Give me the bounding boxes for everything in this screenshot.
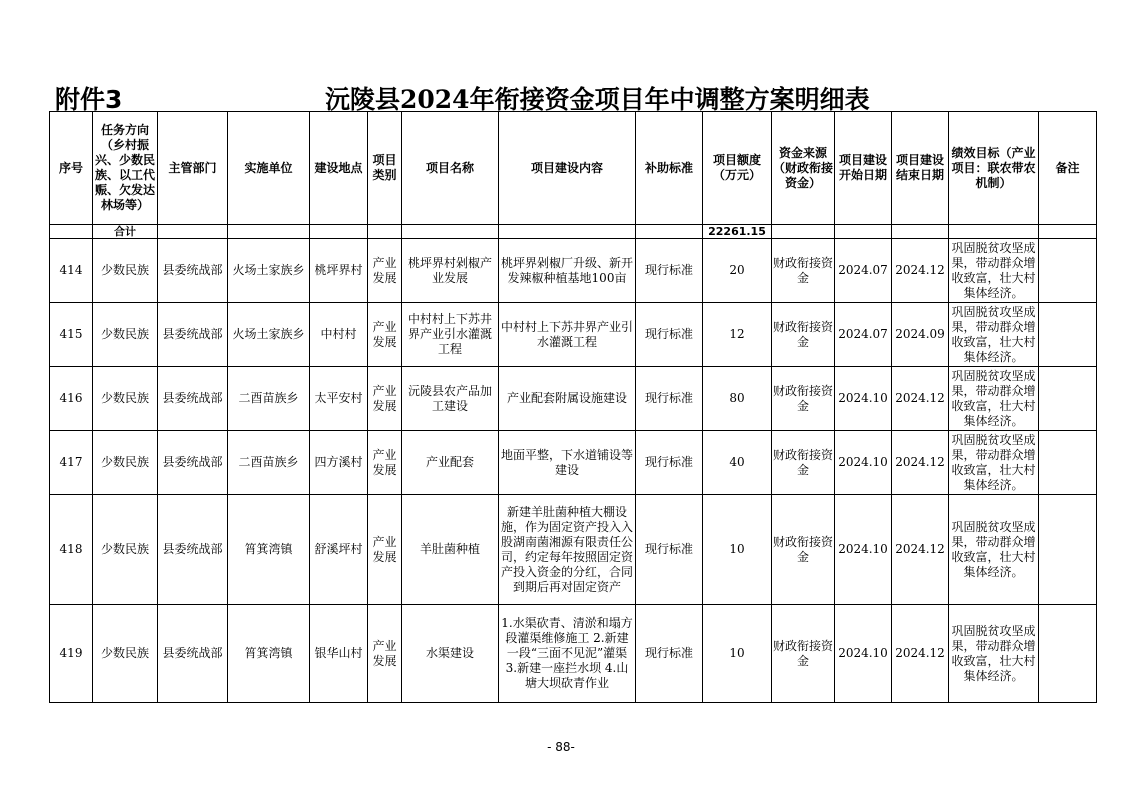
cell-unit: 筲箕湾镇: [228, 605, 310, 703]
cell-dept: 县委统战部: [158, 367, 228, 431]
cell-end: 2024.12: [892, 367, 949, 431]
cell-no: 418: [50, 495, 93, 605]
content-text: 1.水渠砍青、清淤和塌方段灌渠维修施工 2.新建一段“三面不见泥”灌渠 3.新建一座拦水坝 4.山塘大坝砍青作业: [501, 616, 633, 690]
content-text: 中村村上下苏井界产业引水灌溉工程: [500, 319, 633, 349]
total-blank: [1039, 225, 1097, 239]
cell-content: [499, 495, 636, 605]
cell-note: [1039, 303, 1097, 367]
table-row: [50, 495, 1097, 605]
attachment-label: 附件3: [55, 85, 123, 114]
goal-text: 巩固脱贫攻坚成果，带动群众增收致富，壮大村集体经济。: [951, 432, 1036, 492]
page-title: 沅陵县2024年衔接资金项目年中调整方案明细表: [325, 85, 870, 114]
header-cell: 建设地点: [310, 112, 368, 225]
cell-name: 水渠建设: [402, 605, 499, 703]
cell-content: [499, 605, 636, 703]
cell-category: 产业发展: [368, 495, 402, 605]
cell-unit: 火场土家族乡: [228, 239, 310, 303]
cell-start: 2024.10: [835, 605, 892, 703]
cell-amount: 12: [703, 303, 772, 367]
cell-amount: 10: [703, 605, 772, 703]
total-amount: 22261.15: [703, 225, 772, 239]
cell-standard: 现行标准: [636, 605, 703, 703]
cell-goal: [949, 239, 1039, 303]
total-blank: [772, 225, 835, 239]
cell-goal: [949, 495, 1039, 605]
cell-standard: 现行标准: [636, 431, 703, 495]
total-blank: [228, 225, 310, 239]
cell-name: 产业配套: [402, 431, 499, 495]
detail-table: [49, 111, 1097, 703]
cell-category: 产业发展: [368, 605, 402, 703]
cell-note: [1039, 431, 1097, 495]
cell-dept: 县委统战部: [158, 239, 228, 303]
table-row: [50, 431, 1097, 495]
cell-dept: 县委统战部: [158, 605, 228, 703]
total-blank: [949, 225, 1039, 239]
cell-no: 414: [50, 239, 93, 303]
cell-location: 舒溪坪村: [310, 495, 368, 605]
cell-name: 桃坪界村剁椒产业发展: [402, 239, 499, 303]
cell-end: 2024.12: [892, 239, 949, 303]
cell-source: 财政衔接资金: [772, 303, 835, 367]
total-blank: [402, 225, 499, 239]
cell-location: 中村村: [310, 303, 368, 367]
cell-direction: 少数民族: [93, 431, 158, 495]
header-cell: 补助标准: [636, 112, 703, 225]
content-text: 产业配套附属设施建设: [506, 391, 627, 405]
total-blank: [835, 225, 892, 239]
total-blank: [499, 225, 636, 239]
cell-content: [499, 367, 636, 431]
cell-no: 416: [50, 367, 93, 431]
cell-standard: 现行标准: [636, 239, 703, 303]
cell-source: 财政衔接资金: [772, 239, 835, 303]
header-cell: 项目建设内容: [499, 112, 636, 225]
header-cell: 项目建设开始日期: [835, 112, 892, 225]
table-row: [50, 303, 1097, 367]
cell-source: 财政衔接资金: [772, 431, 835, 495]
cell-note: [1039, 605, 1097, 703]
cell-content: [499, 431, 636, 495]
cell-source: 财政衔接资金: [772, 367, 835, 431]
goal-text: 巩固脱贫攻坚成果，带动群众增收致富，壮大村集体经济。: [951, 368, 1036, 428]
cell-start: 2024.07: [835, 239, 892, 303]
header-cell: 资金来源（财政衔接资金）: [772, 112, 835, 225]
cell-direction: 少数民族: [93, 303, 158, 367]
total-blank: [50, 225, 93, 239]
cell-category: 产业发展: [368, 239, 402, 303]
cell-goal: [949, 367, 1039, 431]
cell-end: 2024.09: [892, 303, 949, 367]
header-cell: 项目名称: [402, 112, 499, 225]
cell-direction: 少数民族: [93, 605, 158, 703]
cell-amount: 80: [703, 367, 772, 431]
cell-note: [1039, 367, 1097, 431]
header-cell: 序号: [50, 112, 93, 225]
cell-category: 产业发展: [368, 367, 402, 431]
cell-content: [499, 303, 636, 367]
cell-unit: 火场土家族乡: [228, 303, 310, 367]
header-row: [50, 112, 1097, 225]
table-row: [50, 605, 1097, 703]
content-text: 地面平整，下水道铺设等建设: [500, 447, 633, 477]
cell-amount: 10: [703, 495, 772, 605]
header-cell: 备注: [1039, 112, 1097, 225]
cell-unit: 二酉苗族乡: [228, 431, 310, 495]
table-row: [50, 367, 1097, 431]
cell-direction: 少数民族: [93, 495, 158, 605]
cell-no: 419: [50, 605, 93, 703]
header-cell: 主管部门: [158, 112, 228, 225]
cell-amount: 40: [703, 431, 772, 495]
cell-goal: [949, 303, 1039, 367]
total-blank: [636, 225, 703, 239]
header-cell: 项目额度（万元）: [703, 112, 772, 225]
total-blank: [892, 225, 949, 239]
cell-location: 桃坪界村: [310, 239, 368, 303]
cell-direction: 少数民族: [93, 367, 158, 431]
cell-note: [1039, 495, 1097, 605]
cell-location: 银华山村: [310, 605, 368, 703]
total-blank: [158, 225, 228, 239]
header-cell: 项目建设结束日期: [892, 112, 949, 225]
cell-end: 2024.12: [892, 605, 949, 703]
cell-end: 2024.12: [892, 431, 949, 495]
total-blank: [368, 225, 402, 239]
cell-note: [1039, 239, 1097, 303]
cell-source: 财政衔接资金: [772, 495, 835, 605]
cell-amount: 20: [703, 239, 772, 303]
goal-text: 巩固脱贫攻坚成果，带动群众增收致富，壮大村集体经济。: [951, 240, 1036, 300]
cell-no: 417: [50, 431, 93, 495]
cell-start: 2024.10: [835, 495, 892, 605]
cell-name: 羊肚菌种植: [402, 495, 499, 605]
cell-start: 2024.10: [835, 431, 892, 495]
header-cell: 项目类别: [368, 112, 402, 225]
cell-goal: [949, 605, 1039, 703]
cell-name: 中村村上下苏井界产业引水灌溉工程: [402, 303, 499, 367]
cell-start: 2024.10: [835, 367, 892, 431]
cell-unit: 二酉苗族乡: [228, 367, 310, 431]
header-cell: 实施单位: [228, 112, 310, 225]
cell-end: 2024.12: [892, 495, 949, 605]
goal-text: 巩固脱贫攻坚成果，带动群众增收致富，壮大村集体经济。: [951, 304, 1036, 364]
content-text: 新建羊肚菌种植大棚设施，作为固定资产投入入股湖南菌湘源有限责任公司，约定每年按照固定资产投入资金的分红，合同到期后再对固定资产: [500, 504, 633, 594]
cell-standard: 现行标准: [636, 367, 703, 431]
cell-dept: 县委统战部: [158, 431, 228, 495]
table-row: [50, 239, 1097, 303]
cell-name: 沅陵县农产品加工建设: [402, 367, 499, 431]
content-text: 桃坪界剁椒厂升级、新开发辣椒种植基地100亩: [500, 255, 633, 285]
goal-text: 巩固脱贫攻坚成果，带动群众增收致富，壮大村集体经济。: [951, 623, 1036, 683]
cell-dept: 县委统战部: [158, 303, 228, 367]
total-row: [50, 225, 1097, 239]
cell-unit: 筲箕湾镇: [228, 495, 310, 605]
cell-start: 2024.07: [835, 303, 892, 367]
cell-source: 财政衔接资金: [772, 605, 835, 703]
cell-category: 产业发展: [368, 303, 402, 367]
cell-direction: 少数民族: [93, 239, 158, 303]
cell-goal: [949, 431, 1039, 495]
page-number: - 88-: [547, 740, 575, 754]
cell-dept: 县委统战部: [158, 495, 228, 605]
cell-standard: 现行标准: [636, 303, 703, 367]
cell-location: 太平安村: [310, 367, 368, 431]
header-cell: 任务方向（乡村振兴、少数民族、以工代赈、欠发达林场等）: [93, 112, 158, 225]
total-blank: [310, 225, 368, 239]
cell-category: 产业发展: [368, 431, 402, 495]
total-label: 合计: [93, 225, 158, 239]
cell-location: 四方溪村: [310, 431, 368, 495]
cell-no: 415: [50, 303, 93, 367]
cell-content: [499, 239, 636, 303]
goal-text: 巩固脱贫攻坚成果，带动群众增收致富，壮大村集体经济。: [951, 519, 1036, 579]
cell-standard: 现行标准: [636, 495, 703, 605]
header-cell: 绩效目标（产业项目：联农带农机制）: [949, 112, 1039, 225]
